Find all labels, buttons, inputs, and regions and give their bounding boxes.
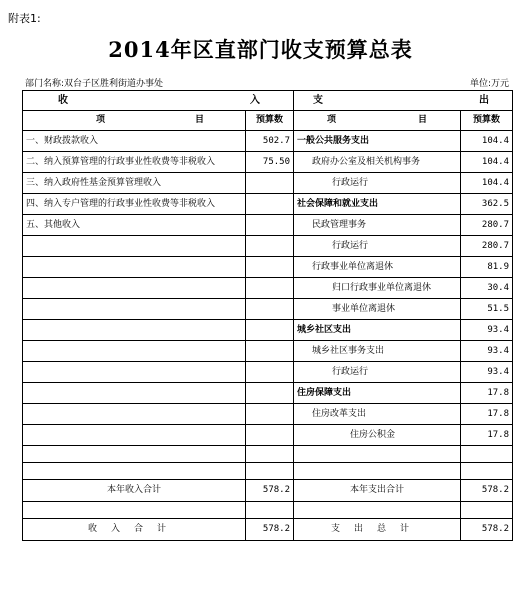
blank-cell — [246, 446, 294, 463]
expense-header-char2: 出 — [479, 94, 489, 106]
department-name: 部门名称:双台子区胜利街道办事处 — [25, 79, 164, 89]
income-item — [23, 383, 246, 404]
table-row — [23, 341, 513, 362]
income-item-header-char2: 目 — [194, 115, 204, 125]
income-header-char2: 入 — [250, 94, 260, 106]
expense-value: 362.5 — [461, 194, 513, 215]
income-item — [23, 320, 246, 341]
income-value — [246, 257, 294, 278]
expense-item: 行政事业单位离退休 — [294, 257, 461, 278]
expense-item: 政府办公室及相关机构事务 — [294, 152, 461, 173]
income-value — [246, 236, 294, 257]
expense-item: 事业单位离退休 — [294, 299, 461, 320]
unit-label: 单位:万元 — [469, 79, 509, 89]
income-item-header — [23, 111, 246, 131]
grand-income-total-label: 收入合计 — [23, 519, 246, 541]
budget-table — [22, 90, 513, 541]
expense-item: 民政管理事务 — [294, 215, 461, 236]
blank-cell — [461, 463, 513, 480]
income-item: 二、纳入预算管理的行政事业性收费等非税收入 — [23, 152, 246, 173]
table-row-blank — [23, 502, 513, 519]
blank-cell — [23, 446, 246, 463]
income-value — [246, 320, 294, 341]
blank-cell — [461, 502, 513, 519]
income-item — [23, 425, 246, 446]
expense-value: 280.7 — [461, 236, 513, 257]
income-value — [246, 425, 294, 446]
year-income-total-value: 578.2 — [246, 480, 294, 502]
blank-cell — [23, 463, 246, 480]
page-title: 2014年区直部门收支预算总表 — [108, 37, 413, 62]
table-row — [23, 278, 513, 299]
expense-value: 17.8 — [461, 404, 513, 425]
expense-value: 104.4 — [461, 173, 513, 194]
expense-item: 行政运行 — [294, 362, 461, 383]
year-income-total-label: 本年收入合计 — [23, 480, 246, 502]
table-row — [23, 383, 513, 404]
expense-item: 行政运行 — [294, 173, 461, 194]
grand-expense-total-value: 578.2 — [461, 519, 513, 541]
expense-value: 81.9 — [461, 257, 513, 278]
income-item — [23, 278, 246, 299]
income-item — [23, 236, 246, 257]
header-row-sections — [23, 91, 513, 111]
income-item-header-char1: 项 — [96, 115, 106, 125]
expense-item: 住房保障支出 — [294, 383, 461, 404]
year-total-row — [23, 480, 513, 502]
expense-item: 一般公共服务支出 — [294, 131, 461, 152]
income-section-header — [23, 91, 294, 111]
expense-value: 51.5 — [461, 299, 513, 320]
table-row — [23, 173, 513, 194]
table-row — [23, 299, 513, 320]
year-expense-total-label: 本年支出合计 — [294, 480, 461, 502]
expense-section-header — [294, 91, 513, 111]
table-row — [23, 425, 513, 446]
table-row — [23, 236, 513, 257]
income-budget-header: 预算数 — [246, 111, 294, 131]
blank-cell — [461, 446, 513, 463]
income-header-char1: 收 — [58, 94, 68, 106]
expense-value: 17.8 — [461, 383, 513, 404]
table-row — [23, 320, 513, 341]
income-value — [246, 173, 294, 194]
income-value — [246, 278, 294, 299]
expense-item: 城乡社区支出 — [294, 320, 461, 341]
income-item — [23, 341, 246, 362]
income-item — [23, 362, 246, 383]
expense-item: 城乡社区事务支出 — [294, 341, 461, 362]
income-value — [246, 194, 294, 215]
blank-cell — [23, 502, 246, 519]
blank-cell — [294, 463, 461, 480]
expense-value: 280.7 — [461, 215, 513, 236]
blank-cell — [294, 446, 461, 463]
table-row — [23, 215, 513, 236]
income-item: 五、其他收入 — [23, 215, 246, 236]
expense-item: 社会保障和就业支出 — [294, 194, 461, 215]
expense-header-char1: 支 — [313, 94, 323, 106]
income-value — [246, 299, 294, 320]
income-item — [23, 257, 246, 278]
expense-item-header-char1: 项 — [327, 115, 337, 125]
grand-total-row — [23, 519, 513, 541]
income-item: 一、财政拨款收入 — [23, 131, 246, 152]
expense-item: 行政运行 — [294, 236, 461, 257]
expense-value: 104.4 — [461, 131, 513, 152]
expense-value: 93.4 — [461, 320, 513, 341]
attachment-label: 附表1: — [8, 12, 41, 25]
expense-value: 104.4 — [461, 152, 513, 173]
income-item — [23, 404, 246, 425]
income-value — [246, 215, 294, 236]
expense-budget-header: 预算数 — [461, 111, 513, 131]
income-item — [23, 299, 246, 320]
table-row — [23, 131, 513, 152]
table-row — [23, 257, 513, 278]
expense-item: 归口行政事业单位离退休 — [294, 278, 461, 299]
table-row — [23, 152, 513, 173]
income-value — [246, 383, 294, 404]
grand-expense-total-label: 支出总计 — [294, 519, 461, 541]
expense-item-header — [294, 111, 461, 131]
table-row-blank — [23, 446, 513, 463]
income-value — [246, 362, 294, 383]
blank-cell — [246, 502, 294, 519]
expense-item-header-char2: 目 — [417, 115, 427, 125]
year-expense-total-value: 578.2 — [461, 480, 513, 502]
expense-item: 住房公积金 — [294, 425, 461, 446]
table-row — [23, 404, 513, 425]
income-value — [246, 404, 294, 425]
expense-item: 住房改革支出 — [294, 404, 461, 425]
income-value: 75.50 — [246, 152, 294, 173]
grand-income-total-value: 578.2 — [246, 519, 294, 541]
income-value: 502.7 — [246, 131, 294, 152]
income-item: 四、纳入专户管理的行政事业性收费等非税收入 — [23, 194, 246, 215]
table-row — [23, 194, 513, 215]
expense-value: 93.4 — [461, 341, 513, 362]
blank-cell — [246, 463, 294, 480]
expense-value: 93.4 — [461, 362, 513, 383]
table-row-blank — [23, 463, 513, 480]
table-row — [23, 362, 513, 383]
income-item: 三、纳入政府性基金预算管理收入 — [23, 173, 246, 194]
expense-value: 17.8 — [461, 425, 513, 446]
expense-value: 30.4 — [461, 278, 513, 299]
blank-cell — [294, 502, 461, 519]
header-row-columns — [23, 111, 513, 131]
income-value — [246, 341, 294, 362]
